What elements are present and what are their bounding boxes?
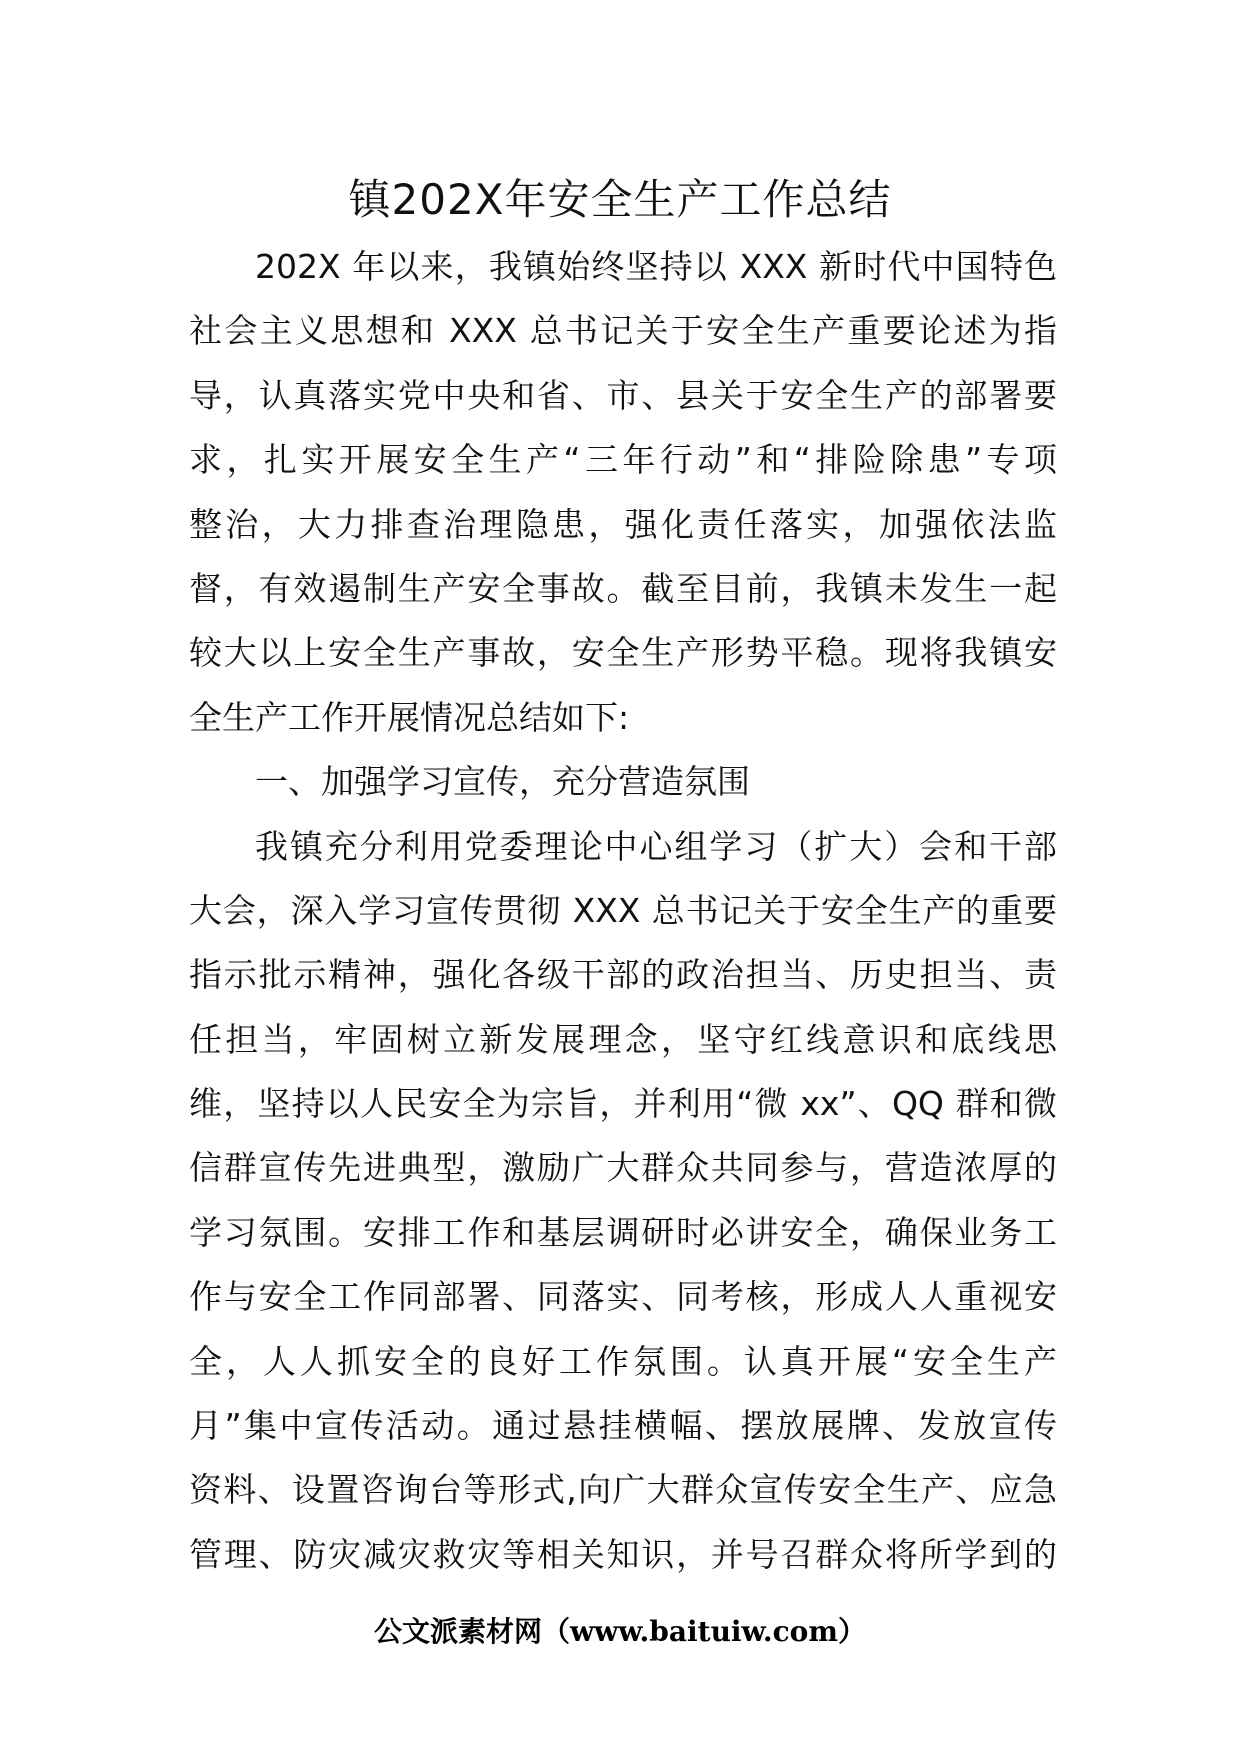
paragraph-line: 作与安全工作同部署、同落实、同考核，形成人人重视安 — [189, 1277, 1057, 1317]
section-heading: 一、加强学习宣传，充分营造氛围 — [255, 762, 750, 802]
paragraph-line: 全，人人抓安全的良好工作氛围。认真开展“安全生产 — [189, 1341, 1057, 1381]
paragraph-line: 任担当，牢固树立新发展理念，坚守红线意识和底线思 — [189, 1019, 1057, 1059]
paragraph-line: 管理、防灾减灾救灾等相关知识，并号召群众将所学到的 — [189, 1534, 1057, 1574]
paragraph-line: 求，扎实开展安全生产“三年行动”和“排险除患”专项 — [189, 440, 1057, 480]
paragraph-line: 导，认真落实党中央和省、市、县关于安全生产的部署要 — [189, 375, 1057, 415]
paragraph-line: 月”集中宣传活动。通过悬挂横幅、摆放展牌、发放宣传 — [189, 1406, 1057, 1446]
paragraph-line: 信群宣传先进典型，激励广大群众共同参与，营造浓厚的 — [189, 1148, 1057, 1188]
paragraph-line: 较大以上安全生产事故，安全生产形势平稳。现将我镇安 — [189, 633, 1057, 673]
paragraph-line: 全生产工作开展情况总结如下: — [189, 697, 630, 737]
paragraph-line: 督，有效遏制生产安全事故。截至目前，我镇未发生一起 — [189, 568, 1057, 608]
document-body — [189, 235, 1057, 1587]
paragraph-line: 202X 年以来，我镇始终坚持以 XXX 新时代中国特色 — [255, 247, 1057, 286]
paragraph-line: 我镇充分利用党委理论中心组学习（扩大）会和干部 — [255, 826, 1057, 866]
paragraph-line: 社会主义思想和 XXX 总书记关于安全生产重要论述为指 — [189, 311, 1057, 351]
paragraph-line: 学习氛围。安排工作和基层调研时必讲安全，确保业务工 — [189, 1212, 1057, 1252]
paragraph-line: 维，坚持以人民安全为宗旨，并利用“微 xx”、QQ 群和微 — [189, 1084, 1057, 1124]
paragraph-line: 大会，深入学习宣传贯彻 XXX 总书记关于安全生产的重要 — [189, 890, 1057, 930]
paragraph-line: 整治，大力排查治理隐患，强化责任落实，加强依法监 — [189, 504, 1057, 544]
footer-watermark: 公文派素材网（www.baituiw.com） — [374, 1615, 866, 1648]
paragraph-line: 指示批示精神，强化各级干部的政治担当、历史担当、责 — [189, 955, 1057, 995]
paragraph-line: 资料、设置咨询台等形式,向广大群众宣传安全生产、应急 — [189, 1470, 1057, 1510]
document-title: 镇202X年安全生产工作总结 — [348, 175, 892, 224]
